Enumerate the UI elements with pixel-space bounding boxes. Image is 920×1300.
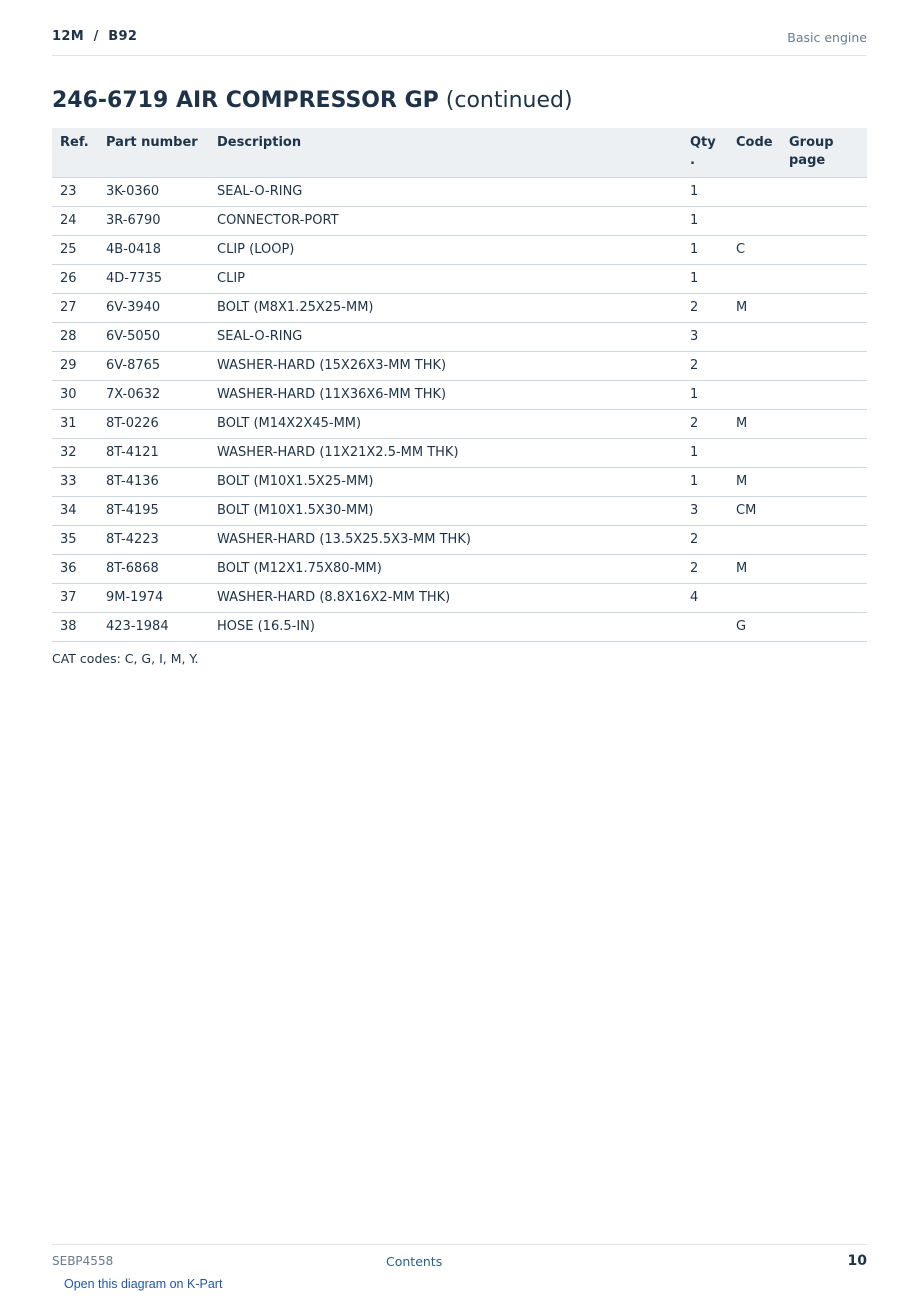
page-header: [52, 28, 867, 56]
code-cell: M: [736, 300, 748, 315]
part-number-cell: 3R-6790: [106, 213, 161, 228]
ref-cell: 24: [60, 213, 77, 228]
table-row: [52, 583, 867, 612]
group-page-cell: [781, 467, 867, 496]
description-cell: BOLT (M10X1.5X30-MM): [217, 503, 374, 518]
code-cell: [728, 438, 781, 467]
group-page-cell: [781, 264, 867, 293]
part-number-cell: 8T-4136: [106, 474, 159, 489]
title-main: 246-6719 AIR COMPRESSOR GP: [52, 88, 439, 113]
ref-cell: 26: [60, 271, 77, 286]
group-page-cell: [781, 351, 867, 380]
qty-cell: 3: [690, 503, 699, 518]
code-cell: [728, 351, 781, 380]
table-row: [52, 351, 867, 380]
parts-table: [52, 128, 867, 642]
col-ref-header: Ref.: [60, 135, 89, 150]
part-number-cell: 8T-4223: [106, 532, 159, 547]
description-cell: BOLT (M10X1.5X25-MM): [217, 474, 374, 489]
col-code-header: Code: [736, 135, 773, 150]
part-number-cell: 6V-3940: [106, 300, 161, 315]
description-cell: BOLT (M8X1.25X25-MM): [217, 300, 374, 315]
group-page-cell: [781, 612, 867, 641]
qty-cell: 1: [690, 213, 699, 228]
ref-cell: 36: [60, 561, 77, 576]
table-row: [52, 409, 867, 438]
description-cell: CLIP: [217, 271, 245, 286]
table-row: [52, 322, 867, 351]
group-page-cell: [781, 293, 867, 322]
group-page-cell: [781, 322, 867, 351]
doc-number: SEBP4558: [52, 1254, 114, 1268]
qty-cell: 2: [690, 532, 699, 547]
part-number-cell: 4D-7735: [106, 271, 163, 286]
group-page-cell: [781, 235, 867, 264]
title-suffix: (continued): [438, 88, 573, 113]
table-header-row: [52, 128, 867, 177]
col-qty-header: Qty .: [690, 135, 716, 168]
ref-cell: 34: [60, 503, 77, 518]
part-number-cell: 6V-5050: [106, 329, 161, 344]
description-cell: WASHER-HARD (13.5X25.5X3-MM THK): [217, 532, 471, 547]
qty-cell: [682, 612, 728, 641]
description-cell: WASHER-HARD (15X26X3-MM THK): [217, 358, 447, 373]
table-row: [52, 496, 867, 525]
qty-cell: 4: [690, 590, 699, 605]
description-cell: SEAL-O-RING: [217, 184, 303, 199]
table-row: [52, 380, 867, 409]
ref-cell: 28: [60, 329, 77, 344]
description-cell: CLIP (LOOP): [217, 242, 295, 257]
table-row: [52, 293, 867, 322]
contents-link[interactable]: Contents: [386, 1254, 443, 1269]
ref-cell: 30: [60, 387, 77, 402]
code-cell: M: [736, 474, 748, 489]
description-cell: BOLT (M14X2X45-MM): [217, 416, 362, 431]
col-desc-header: Description: [217, 135, 302, 150]
part-number-cell: 7X-0632: [106, 387, 161, 402]
code-cell: M: [736, 561, 748, 576]
code-cell: [728, 177, 781, 206]
group-page-cell: [781, 554, 867, 583]
qty-cell: 2: [690, 561, 699, 576]
qty-cell: 1: [690, 387, 699, 402]
part-number-cell: 3K-0360: [106, 184, 160, 199]
col-part-header: Part number: [106, 135, 198, 150]
group-page-cell: [781, 177, 867, 206]
table-row: [52, 264, 867, 293]
qty-cell: 1: [690, 271, 699, 286]
group-page-cell: [781, 409, 867, 438]
ref-cell: 32: [60, 445, 77, 460]
table-row: [52, 206, 867, 235]
ref-cell: 38: [60, 619, 77, 634]
description-cell: HOSE (16.5-IN): [217, 619, 315, 634]
code-cell: M: [736, 416, 748, 431]
ref-cell: 35: [60, 532, 77, 547]
table-row: [52, 554, 867, 583]
part-number-cell: 4B-0418: [106, 242, 161, 257]
table-row: [52, 612, 867, 641]
ref-cell: 25: [60, 242, 77, 257]
qty-cell: 2: [690, 358, 699, 373]
part-number-cell: 8T-6868: [106, 561, 159, 576]
code-cell: [728, 583, 781, 612]
code-cell: C: [736, 242, 746, 257]
ref-cell: 37: [60, 590, 77, 605]
kpart-link[interactable]: Open this diagram on K-Part: [64, 1277, 223, 1291]
group-page-cell: [781, 583, 867, 612]
page-footer: [52, 1244, 867, 1274]
group-page-cell: [781, 380, 867, 409]
table-row: [52, 235, 867, 264]
qty-cell: 2: [690, 300, 699, 315]
part-number-cell: 8T-4195: [106, 503, 159, 518]
description-cell: WASHER-HARD (11X36X6-MM THK): [217, 387, 447, 402]
table-row: [52, 525, 867, 554]
ref-cell: 29: [60, 358, 77, 373]
ref-cell: 33: [60, 474, 77, 489]
group-page-cell: [781, 438, 867, 467]
table-row: [52, 467, 867, 496]
code-cell: [728, 206, 781, 235]
part-number-cell: 423-1984: [106, 619, 169, 634]
qty-cell: 1: [690, 242, 699, 257]
qty-cell: 1: [690, 474, 699, 489]
ref-cell: 31: [60, 416, 77, 431]
ref-cell: 27: [60, 300, 77, 315]
code-cell: G: [736, 619, 747, 634]
code-cell: CM: [736, 503, 757, 518]
code-cell: [728, 380, 781, 409]
code-cell: [728, 525, 781, 554]
col-group-header: Group page: [789, 135, 834, 168]
qty-cell: 1: [690, 445, 699, 460]
table-row: [52, 177, 867, 206]
code-cell: [728, 264, 781, 293]
part-number-cell: 8T-4121: [106, 445, 159, 460]
cat-codes-note: CAT codes: C, G, I, M, Y.: [52, 651, 199, 666]
qty-cell: 3: [690, 329, 699, 344]
part-number-cell: 6V-8765: [106, 358, 161, 373]
description-cell: WASHER-HARD (11X21X2.5-MM THK): [217, 445, 459, 460]
description-cell: WASHER-HARD (8.8X16X2-MM THK): [217, 590, 451, 605]
table-row: [52, 438, 867, 467]
description-cell: SEAL-O-RING: [217, 329, 303, 344]
description-cell: CONNECTOR-PORT: [217, 213, 339, 228]
breadcrumb: 12M / B92: [52, 29, 138, 44]
code-cell: [728, 322, 781, 351]
group-page-cell: [781, 496, 867, 525]
description-cell: BOLT (M12X1.75X80-MM): [217, 561, 382, 576]
group-page-cell: [781, 525, 867, 554]
qty-cell: 1: [690, 184, 699, 199]
qty-cell: 2: [690, 416, 699, 431]
page-title: [52, 88, 573, 113]
part-number-cell: 9M-1974: [106, 590, 164, 605]
part-number-cell: 8T-0226: [106, 416, 159, 431]
page-number: 10: [847, 1253, 867, 1269]
group-page-cell: [781, 206, 867, 235]
section-label: Basic engine: [787, 30, 867, 45]
ref-cell: 23: [60, 184, 77, 199]
